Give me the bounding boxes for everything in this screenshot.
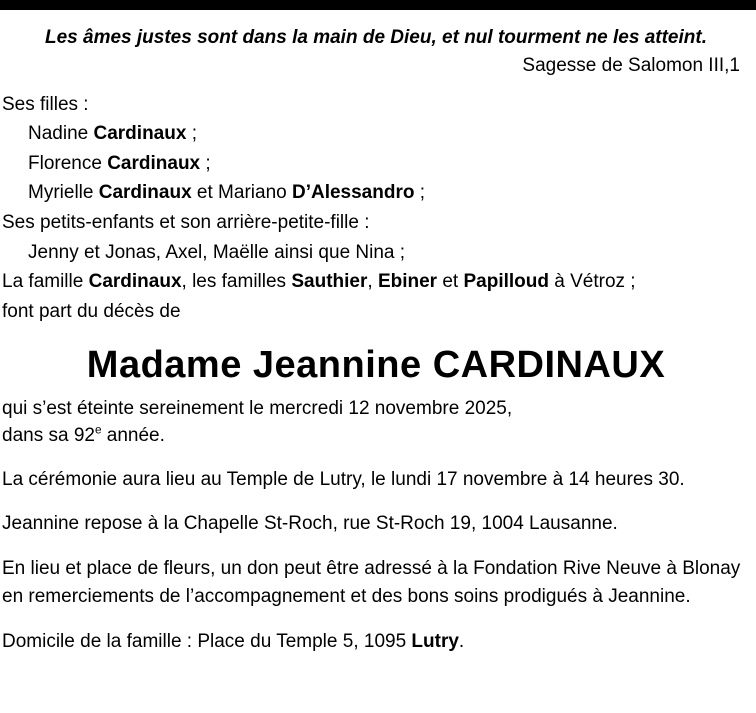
family-name-ebiner: Ebiner [377,271,438,293]
death-age-line [2,423,750,450]
daughter-last-name: Cardinaux [93,123,187,145]
daughter-partner-name: D’Alessandro [291,182,415,204]
daughter-first-name: Nadine [28,123,94,145]
daughter-row [2,119,750,149]
donation-info: En lieu et place de fleurs, un don peut être adressé à la Fondation Rive Neuve à Blonay en remerciements de l’accompagnement et des bons soins prodigués à Jeannine. [2,557,741,608]
epigraph-source: Sagesse de Salomon III,1 [522,54,740,76]
epigraph-quote: Les âmes justes sont dans la main de Dieu, et nul tourment ne les atteint. [45,27,707,48]
daughter-suffix: ; [186,123,197,145]
address-city: Lutry [411,630,459,652]
families-row [2,267,750,297]
daughter-suffix: ; [414,182,426,204]
deceased-name: Madame Jeannine CARDINAUX [86,343,666,386]
address-suffix: . [458,630,465,652]
top-black-bar [0,0,756,10]
daughter-last-name: Cardinaux [98,182,192,204]
daughter-last-name: Cardinaux [107,152,201,174]
family-section [2,90,750,327]
families-prefix: La famille [2,271,89,293]
ceremony-info: La cérémonie aura lieu au Temple de Lutry, le lundi 17 novembre à 14 heures 30. [2,468,685,490]
families-mid-3: et [437,271,464,293]
daughters-heading: Ses filles : [2,93,89,115]
age-prefix: dans sa 92 [2,424,95,446]
resting-place-info: Jeannine repose à la Chapelle St-Roch, rue St-Roch 19, 1004 Lausanne. [2,513,618,535]
daughter-row [2,149,750,179]
family-name-papilloud: Papilloud [463,271,549,293]
family-address [2,628,750,657]
families-mid-1: , les familles [181,271,292,293]
family-name-cardinaux: Cardinaux [88,271,182,293]
families-suffix: à Vétroz ; [548,271,636,293]
daughter-first-name: Myrielle [28,182,99,204]
obituary-content [0,10,756,656]
daughter-suffix: ; [200,152,211,174]
daughter-first-name: Florence [28,152,108,174]
announcement-line: font part du décès de [2,300,181,322]
address-prefix: Domicile de la famille : Place du Temple 5, 1095 [2,630,412,652]
age-suffix: année. [101,424,165,446]
grandchildren-names: Jenny et Jonas, Axel, Maëlle ainsi que Nina ; [28,241,406,263]
death-date-line: qui s’est éteinte sereinement le mercredi 12 novembre 2025, [2,398,513,420]
daughter-partner-connector: et Mariano [191,182,292,204]
families-mid-2: , [367,271,378,293]
grandchildren-heading: Ses petits-enfants et son arrière-petite-fille : [2,212,370,234]
daughter-row [2,178,750,208]
age-ordinal-suffix: e [94,423,102,437]
family-name-sauthier: Sauthier [291,271,368,293]
